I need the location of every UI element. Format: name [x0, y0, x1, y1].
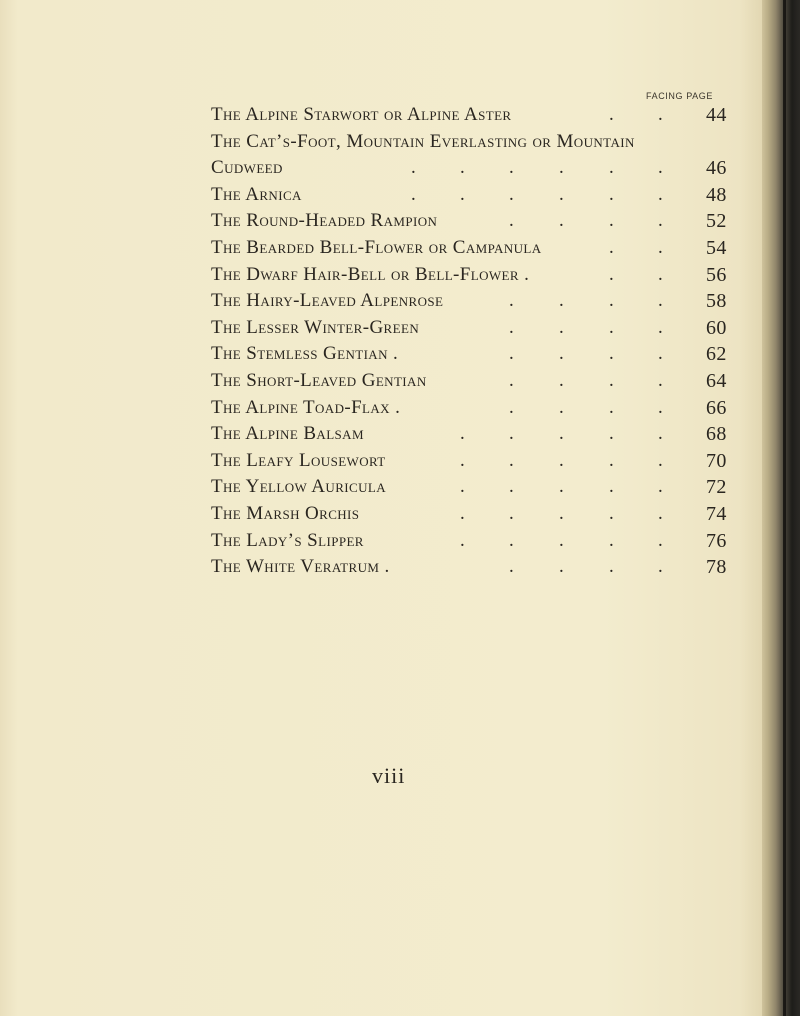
- leader-dot: .: [509, 556, 515, 578]
- leader-dot: .: [609, 263, 615, 285]
- leader-dot: .: [559, 157, 565, 179]
- toc-entry-title: The Round-Headed Rampion: [211, 210, 438, 232]
- leader-dot: .: [658, 263, 664, 285]
- leader-dot: .: [609, 529, 615, 551]
- leader-dot: .: [609, 157, 615, 179]
- toc-entry: [211, 235, 751, 262]
- table-of-contents: [211, 102, 751, 581]
- leader-dot: .: [509, 343, 515, 365]
- leader-dot: .: [559, 396, 565, 418]
- leader-dot: .: [658, 449, 664, 471]
- toc-entry-title: The Alpine Balsam: [211, 423, 364, 445]
- leader-dot: .: [460, 183, 466, 205]
- leader-dot: .: [609, 290, 615, 312]
- toc-entry: [211, 474, 751, 501]
- toc-entry: [211, 129, 751, 156]
- toc-entry: [211, 554, 751, 581]
- leader-dot: .: [609, 236, 615, 258]
- leader-dot: .: [509, 210, 515, 232]
- toc-entry: [211, 528, 751, 555]
- toc-entry: [211, 155, 751, 182]
- leader-dot: .: [559, 529, 565, 551]
- toc-entry: [211, 315, 751, 342]
- toc-entry-page-number: 62: [706, 343, 727, 366]
- leader-dot: .: [658, 502, 664, 524]
- leader-dot: .: [609, 396, 615, 418]
- leader-dot: .: [411, 157, 417, 179]
- leader-dot: .: [509, 369, 515, 391]
- toc-entry-title: The White Veratrum .: [211, 556, 390, 578]
- toc-entry-title: The Marsh Orchis: [211, 502, 360, 524]
- toc-entry: [211, 102, 751, 129]
- leader-dot: .: [658, 556, 664, 578]
- leader-dot: .: [460, 529, 466, 551]
- toc-entry-title: The Lady’s Slipper: [211, 529, 364, 551]
- toc-entry: [211, 501, 751, 528]
- toc-entry-title: The Arnica: [211, 183, 302, 205]
- leader-dot: .: [658, 476, 664, 498]
- leader-dot: .: [609, 476, 615, 498]
- toc-entry-title: The Alpine Starwort or Alpine Aster: [211, 104, 512, 125]
- toc-entry-page-number: 74: [706, 502, 727, 525]
- leader-dot: .: [559, 183, 565, 205]
- page-folio: viii: [372, 763, 406, 788]
- toc-entry-page-number: 46: [706, 157, 727, 180]
- leader-dot: .: [559, 290, 565, 312]
- leader-dot: .: [559, 556, 565, 578]
- toc-entry-title: The Cat’s-Foot, Mountain Everlasting or Mountain: [211, 130, 635, 152]
- leader-dot: .: [609, 104, 615, 125]
- leader-dot: .: [609, 343, 615, 365]
- leader-dot: .: [509, 476, 515, 498]
- toc-entry: [211, 288, 751, 315]
- leader-dot: .: [559, 449, 565, 471]
- toc-entry-page-number: 68: [706, 423, 727, 446]
- toc-entry-page-number: 48: [706, 183, 727, 206]
- leader-dot: .: [609, 449, 615, 471]
- toc-entry-title: The Bearded Bell-Flower or Campanula: [211, 236, 542, 258]
- leader-dot: .: [559, 210, 565, 232]
- leader-dot: .: [658, 157, 664, 179]
- toc-entry-page-number: 70: [706, 449, 727, 472]
- book-binding-shadow: [762, 0, 800, 1016]
- leader-dot: .: [609, 423, 615, 445]
- leader-dot: .: [658, 104, 664, 125]
- leader-dot: .: [460, 423, 466, 445]
- leader-dot: .: [509, 449, 515, 471]
- toc-entry-page-number: 44: [706, 104, 727, 126]
- leader-dot: .: [509, 396, 515, 418]
- facing-page-label: FACING PAGE: [646, 91, 713, 101]
- leader-dot: .: [609, 210, 615, 232]
- leader-dot: .: [559, 423, 565, 445]
- leader-dot: .: [509, 157, 515, 179]
- toc-entry-title: The Dwarf Hair-Bell or Bell-Flower .: [211, 263, 530, 285]
- leader-dot: .: [509, 316, 515, 338]
- toc-entry: [211, 448, 751, 475]
- toc-entry-title: The Leafy Lousewort: [211, 449, 386, 471]
- leader-dot: .: [509, 290, 515, 312]
- toc-entry-page-number: 54: [706, 236, 727, 259]
- leader-dot: .: [609, 556, 615, 578]
- toc-entry-title: Cudweed: [211, 157, 283, 179]
- toc-entry-title: The Yellow Auricula: [211, 476, 386, 498]
- leader-dot: .: [509, 183, 515, 205]
- leader-dot: .: [460, 476, 466, 498]
- leader-dot: .: [559, 369, 565, 391]
- toc-entry-title: The Short-Leaved Gentian: [211, 369, 427, 391]
- toc-entry: [211, 368, 751, 395]
- leader-dot: .: [658, 183, 664, 205]
- leader-dot: .: [658, 210, 664, 232]
- toc-entry: [211, 208, 751, 235]
- toc-entry-title: The Lesser Winter-Green: [211, 316, 420, 338]
- toc-entry-title: The Hairy-Leaved Alpenrose: [211, 290, 444, 312]
- leader-dot: .: [609, 369, 615, 391]
- leader-dot: .: [509, 423, 515, 445]
- leader-dot: .: [658, 423, 664, 445]
- leader-dot: .: [658, 369, 664, 391]
- leader-dot: .: [460, 449, 466, 471]
- leader-dot: .: [658, 290, 664, 312]
- leader-dot: .: [658, 316, 664, 338]
- toc-entry-page-number: 78: [706, 556, 727, 579]
- leader-dot: .: [559, 476, 565, 498]
- toc-entry-page-number: 60: [706, 316, 727, 339]
- toc-entry: [211, 262, 751, 289]
- leader-dot: .: [658, 529, 664, 551]
- leader-dot: .: [609, 502, 615, 524]
- book-binding-edge: [783, 0, 786, 1016]
- leader-dot: .: [658, 343, 664, 365]
- toc-entry-page-number: 56: [706, 263, 727, 286]
- leader-dot: .: [460, 502, 466, 524]
- toc-entry-title: The Alpine Toad-Flax .: [211, 396, 401, 418]
- leader-dot: .: [658, 396, 664, 418]
- toc-entry-page-number: 66: [706, 396, 727, 419]
- leader-dot: .: [609, 316, 615, 338]
- toc-entry-page-number: 72: [706, 476, 727, 499]
- toc-entry-page-number: 64: [706, 369, 727, 392]
- leader-dot: .: [559, 316, 565, 338]
- toc-entry: [211, 395, 751, 422]
- toc-entry-page-number: 52: [706, 210, 727, 233]
- leader-dot: .: [559, 502, 565, 524]
- leader-dot: .: [460, 157, 466, 179]
- leader-dot: .: [509, 502, 515, 524]
- leader-dot: .: [658, 236, 664, 258]
- leader-dot: .: [609, 183, 615, 205]
- toc-entry: [211, 341, 751, 368]
- toc-entry: [211, 421, 751, 448]
- leader-dot: .: [411, 183, 417, 205]
- toc-entry-page-number: 76: [706, 529, 727, 552]
- toc-entry-title: The Stemless Gentian .: [211, 343, 399, 365]
- leader-dot: .: [509, 529, 515, 551]
- leader-dot: .: [559, 343, 565, 365]
- toc-entry-page-number: 58: [706, 290, 727, 313]
- toc-entry: [211, 182, 751, 209]
